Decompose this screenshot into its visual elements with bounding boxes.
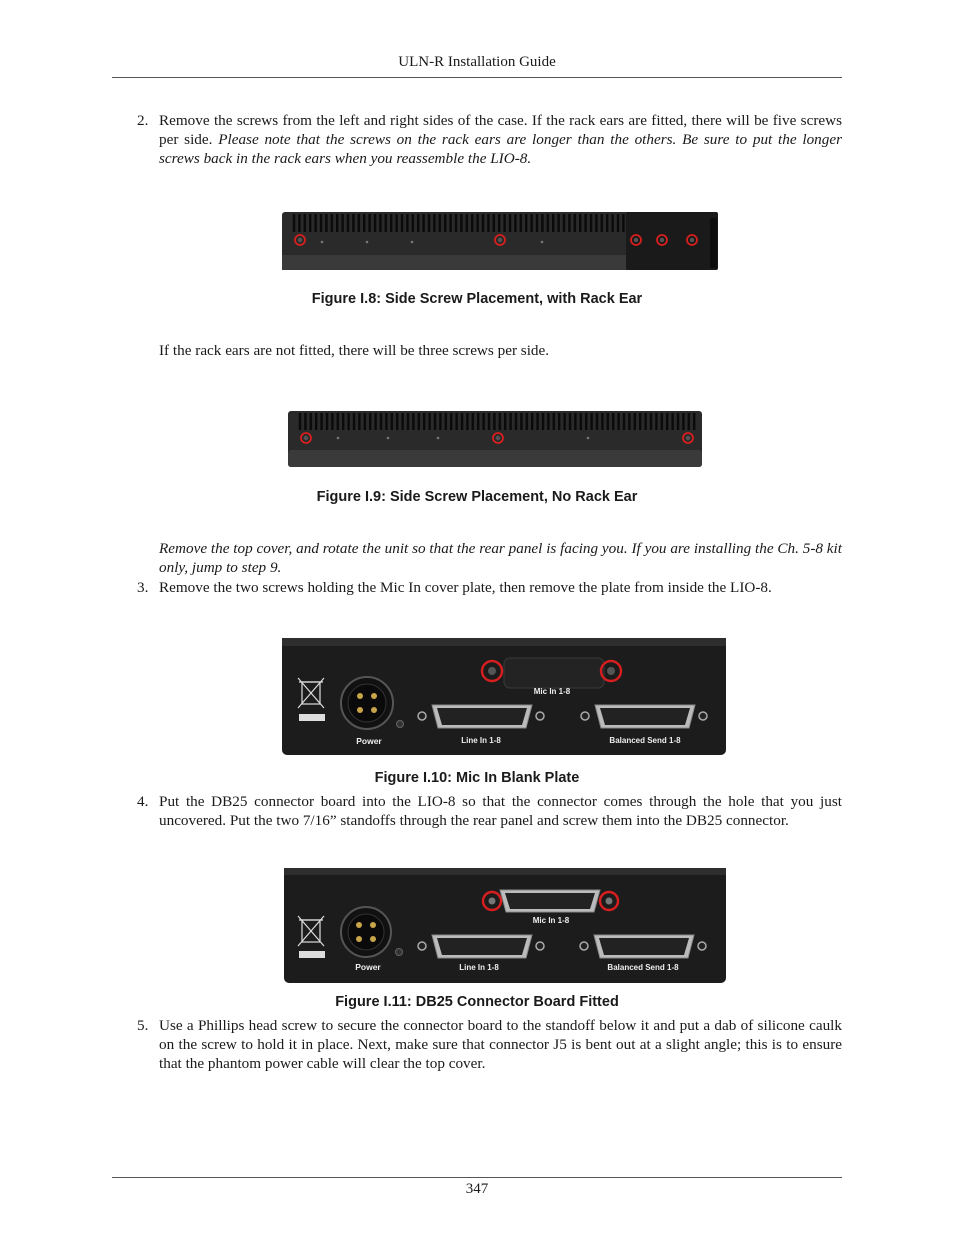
- balanced-send-label: Balanced Send 1-8: [609, 736, 681, 745]
- balanced-send-label: Balanced Send 1-8: [607, 963, 679, 972]
- mic-in-blank-plate: [504, 658, 604, 688]
- rack-ear: [626, 212, 718, 270]
- page-number: 347: [465, 1181, 489, 1197]
- step-3-text: Remove the two screws holding the Mic In cover plate, then remove the plate from inside the LIO-8.: [159, 579, 772, 596]
- db25-line-in-connector-icon: [418, 705, 544, 728]
- db25-balanced-send-connector-icon: [580, 935, 706, 958]
- figure-9-caption: Figure I.9: Side Screw Placement, No Rack Ear: [316, 489, 638, 505]
- weee-bin-icon: [298, 678, 324, 708]
- figure-11-caption: Figure I.11: DB25 Connector Board Fitted: [335, 994, 619, 1010]
- footer-rule: [112, 1177, 842, 1178]
- weee-bin-icon: [298, 916, 324, 946]
- line-in-label: Line In 1-8: [461, 736, 501, 745]
- vent-slots: [290, 214, 626, 232]
- step-3-number: 3.: [137, 579, 149, 596]
- top-cover-text: Remove the top cover, and rotate the unit so that the rear panel is facing you. If you are installing the Ch. 5-8 kit only, jump to step 9.: [159, 540, 842, 576]
- db25-balanced-send-connector-icon: [581, 705, 707, 728]
- step-4-text: Put the DB25 connector board into the LIO-8 so that the connector comes through the hole that you just uncovered. Put the two 7/16” standoffs through the rear panel and screw them into the DB25 connector.: [159, 793, 842, 829]
- step-2-text: [159, 111, 842, 168]
- header-rule: [112, 77, 842, 78]
- figure-10-caption: Figure I.10: Mic In Blank Plate: [374, 770, 580, 786]
- db25-mic-in-connector-icon: [500, 890, 600, 912]
- figure-8-caption: Figure I.8: Side Screw Placement, with Rack Ear: [311, 291, 643, 307]
- step-2-note: Please note that the screws on the rack ears are longer than the others. Be sure to put the longer screws back in the rack ears when you reassemble the LIO-8.: [159, 131, 842, 167]
- step-2-body: Remove the screws from the left and right sides of the case. If the rack ears are fitted, there will be five screws per side.: [159, 112, 842, 148]
- power-label: Power: [356, 736, 382, 746]
- figure-mic-in-blank-plate: [282, 638, 726, 755]
- case-lip: [282, 255, 632, 270]
- mic-in-label: Mic In 1-8: [532, 916, 570, 925]
- rack-ear-flange: [710, 218, 717, 268]
- step-4-number: 4.: [137, 793, 149, 810]
- figure-db25-board-fitted: [284, 868, 726, 983]
- vent-slots: [296, 413, 696, 430]
- figure-side-no-rack-ear: [288, 410, 704, 468]
- db25-line-in-connector-icon: [418, 935, 544, 958]
- power-label: Power: [355, 962, 381, 972]
- line-in-label: Line In 1-8: [459, 963, 499, 972]
- no-rack-ear-text: If the rack ears are not fitted, there will be three screws per side.: [159, 342, 550, 359]
- step-2-number: 2.: [137, 112, 149, 129]
- case-lip: [288, 450, 702, 467]
- step-5-text: Use a Phillips head screw to secure the connector board to the standoff below it and put a dab of silicone caulk on the screw to hold it in place. Next, make sure that connector J5 is bent out at a slight angle; this is to ensure that the phantom power cable will clear the top cover.: [159, 1017, 842, 1072]
- step-5-number: 5.: [137, 1017, 149, 1034]
- mic-in-label: Mic In 1-8: [533, 687, 571, 696]
- page-header-title: ULN-R Installation Guide: [398, 54, 556, 70]
- figure-side-with-rack-ear: [282, 210, 722, 273]
